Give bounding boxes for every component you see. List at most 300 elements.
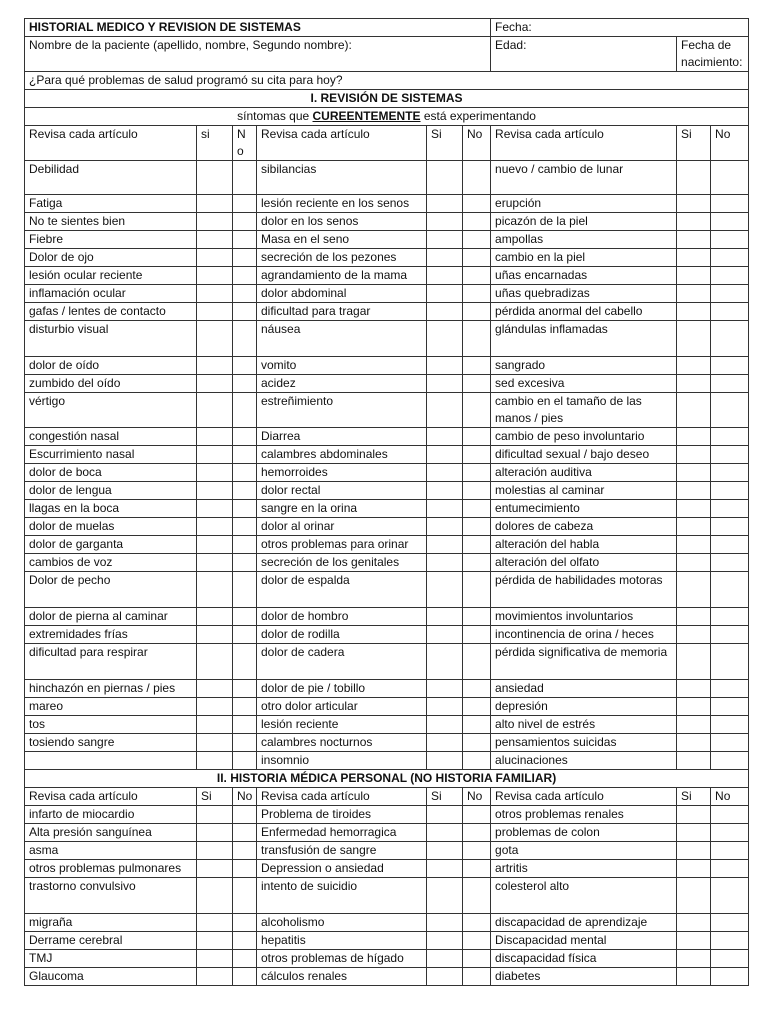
no-checkbox[interactable] <box>233 303 257 321</box>
table-row <box>25 357 749 375</box>
no-checkbox[interactable] <box>233 626 257 644</box>
si-checkbox[interactable] <box>677 536 711 554</box>
si-checkbox[interactable] <box>197 680 233 698</box>
symptom-label: sangre en la orina <box>257 500 427 518</box>
no-checkbox[interactable] <box>233 914 257 932</box>
si-checkbox[interactable] <box>427 195 463 213</box>
si-checkbox[interactable] <box>677 357 711 375</box>
no-checkbox[interactable] <box>463 968 491 986</box>
no-checkbox[interactable] <box>233 950 257 968</box>
no-checkbox[interactable] <box>711 932 749 950</box>
symptom-label: intento de suicidio <box>257 878 427 914</box>
si-checkbox[interactable] <box>677 482 711 500</box>
si-checkbox[interactable] <box>677 393 711 428</box>
si-checkbox[interactable] <box>427 375 463 393</box>
si-checkbox[interactable] <box>677 285 711 303</box>
no-checkbox[interactable] <box>463 698 491 716</box>
no-checkbox[interactable] <box>463 161 491 195</box>
no-checkbox[interactable] <box>463 752 491 770</box>
no-checkbox[interactable] <box>711 680 749 698</box>
si-checkbox[interactable] <box>427 698 463 716</box>
symptom-label: cambios de voz <box>25 554 197 572</box>
si-checkbox[interactable] <box>677 716 711 734</box>
si-checkbox[interactable] <box>197 608 233 626</box>
si-checkbox[interactable] <box>677 446 711 464</box>
no-checkbox[interactable] <box>463 554 491 572</box>
si-checkbox[interactable] <box>427 285 463 303</box>
symptom-label: alucinaciones <box>491 752 677 770</box>
no-checkbox[interactable] <box>233 680 257 698</box>
si-checkbox[interactable] <box>677 572 711 608</box>
si-checkbox[interactable] <box>677 734 711 752</box>
si-checkbox[interactable] <box>197 914 233 932</box>
si-checkbox[interactable] <box>427 716 463 734</box>
si-checkbox[interactable] <box>427 860 463 878</box>
no-checkbox[interactable] <box>711 321 749 357</box>
no-checkbox[interactable] <box>463 357 491 375</box>
si-checkbox[interactable] <box>197 698 233 716</box>
no-checkbox[interactable] <box>233 428 257 446</box>
table-row <box>25 932 749 950</box>
table-row <box>25 285 749 303</box>
table-row <box>25 267 749 285</box>
column-header-si: Si <box>197 788 233 806</box>
symptom-label: dolor de pierna al caminar <box>25 608 197 626</box>
no-checkbox[interactable] <box>711 554 749 572</box>
si-checkbox[interactable] <box>197 428 233 446</box>
no-checkbox[interactable] <box>233 698 257 716</box>
no-checkbox[interactable] <box>463 213 491 231</box>
no-checkbox[interactable] <box>711 303 749 321</box>
si-checkbox[interactable] <box>197 357 233 375</box>
section1-title: I. REVISIÓN DE SISTEMAS <box>25 90 749 108</box>
symptom-label: alteración del habla <box>491 536 677 554</box>
no-checkbox[interactable] <box>711 446 749 464</box>
si-checkbox[interactable] <box>197 860 233 878</box>
column-header-no: No <box>463 788 491 806</box>
si-checkbox[interactable] <box>197 950 233 968</box>
no-checkbox[interactable] <box>233 554 257 572</box>
no-checkbox[interactable] <box>711 644 749 680</box>
si-checkbox[interactable] <box>677 608 711 626</box>
visit-reason-field[interactable]: ¿Para qué problemas de salud programó su cita para hoy? <box>25 72 749 90</box>
si-checkbox[interactable] <box>677 860 711 878</box>
table-row <box>25 518 749 536</box>
no-checkbox[interactable] <box>711 213 749 231</box>
si-checkbox[interactable] <box>197 824 233 842</box>
no-checkbox[interactable] <box>233 357 257 375</box>
si-checkbox[interactable] <box>197 213 233 231</box>
symptom-label: cambio en la piel <box>491 249 677 267</box>
no-checkbox[interactable] <box>711 482 749 500</box>
si-checkbox[interactable] <box>677 752 711 770</box>
no-checkbox[interactable] <box>233 500 257 518</box>
no-checkbox[interactable] <box>463 842 491 860</box>
symptom-label: tos <box>25 716 197 734</box>
no-checkbox[interactable] <box>463 806 491 824</box>
si-checkbox[interactable] <box>677 824 711 842</box>
no-checkbox[interactable] <box>463 536 491 554</box>
si-checkbox[interactable] <box>197 303 233 321</box>
si-checkbox[interactable] <box>677 698 711 716</box>
si-checkbox[interactable] <box>197 249 233 267</box>
symptom-label: disturbio visual <box>25 321 197 357</box>
symptom-label: llagas en la boca <box>25 500 197 518</box>
symptom-label: calambres abdominales <box>257 446 427 464</box>
no-checkbox[interactable] <box>711 500 749 518</box>
si-checkbox[interactable] <box>677 464 711 482</box>
no-checkbox[interactable] <box>711 824 749 842</box>
si-checkbox[interactable] <box>427 536 463 554</box>
si-checkbox[interactable] <box>197 572 233 608</box>
fecha-field[interactable]: Fecha: <box>491 19 749 37</box>
si-checkbox[interactable] <box>677 680 711 698</box>
no-checkbox[interactable] <box>463 914 491 932</box>
si-checkbox[interactable] <box>677 842 711 860</box>
symptom-label: calambres nocturnos <box>257 734 427 752</box>
table-row <box>25 161 749 195</box>
column-header-item: Revisa cada artículo <box>257 126 427 161</box>
no-checkbox[interactable] <box>463 950 491 968</box>
si-checkbox[interactable] <box>677 195 711 213</box>
no-checkbox[interactable] <box>463 878 491 914</box>
symptom-label: dificultad para respirar <box>25 644 197 680</box>
symptom-label: agrandamiento de la mama <box>257 267 427 285</box>
si-checkbox[interactable] <box>677 267 711 285</box>
si-checkbox[interactable] <box>197 375 233 393</box>
si-checkbox[interactable] <box>197 446 233 464</box>
column-header-si: Si <box>427 788 463 806</box>
si-checkbox[interactable] <box>677 878 711 914</box>
symptom-label: molestias al caminar <box>491 482 677 500</box>
no-checkbox[interactable] <box>711 518 749 536</box>
no-checkbox[interactable] <box>711 860 749 878</box>
symptom-label: cálculos renales <box>257 968 427 986</box>
no-checkbox[interactable] <box>233 249 257 267</box>
si-checkbox[interactable] <box>197 464 233 482</box>
symptom-label: gota <box>491 842 677 860</box>
si-checkbox[interactable] <box>427 968 463 986</box>
si-checkbox[interactable] <box>427 806 463 824</box>
symptom-label: lesión reciente <box>257 716 427 734</box>
no-checkbox[interactable] <box>463 393 491 428</box>
symptom-label: cambio de peso involuntario <box>491 428 677 446</box>
no-checkbox[interactable] <box>463 303 491 321</box>
symptom-label: movimientos involuntarios <box>491 608 677 626</box>
symptom-label <box>25 752 197 770</box>
si-checkbox[interactable] <box>677 375 711 393</box>
si-checkbox[interactable] <box>427 644 463 680</box>
no-checkbox[interactable] <box>463 267 491 285</box>
si-checkbox[interactable] <box>427 303 463 321</box>
si-checkbox[interactable] <box>427 231 463 249</box>
no-checkbox[interactable] <box>233 267 257 285</box>
no-checkbox[interactable] <box>711 914 749 932</box>
no-checkbox[interactable] <box>711 267 749 285</box>
no-checkbox[interactable] <box>463 518 491 536</box>
symptom-label: pérdida significativa de memoria <box>491 644 677 680</box>
no-checkbox[interactable] <box>463 644 491 680</box>
si-checkbox[interactable] <box>677 806 711 824</box>
symptom-label: dolor de muelas <box>25 518 197 536</box>
no-checkbox[interactable] <box>463 626 491 644</box>
no-checkbox[interactable] <box>463 500 491 518</box>
no-checkbox[interactable] <box>711 249 749 267</box>
symptom-label: lesión ocular reciente <box>25 267 197 285</box>
column-header-no: No <box>463 126 491 161</box>
si-checkbox[interactable] <box>197 231 233 249</box>
no-checkbox[interactable] <box>233 878 257 914</box>
si-checkbox[interactable] <box>427 842 463 860</box>
si-checkbox[interactable] <box>197 842 233 860</box>
no-checkbox[interactable] <box>463 716 491 734</box>
si-checkbox[interactable] <box>197 482 233 500</box>
no-checkbox[interactable] <box>233 213 257 231</box>
si-checkbox[interactable] <box>427 357 463 375</box>
no-checkbox[interactable] <box>233 644 257 680</box>
si-checkbox[interactable] <box>197 734 233 752</box>
si-checkbox[interactable] <box>427 393 463 428</box>
si-checkbox[interactable] <box>427 267 463 285</box>
no-checkbox[interactable] <box>233 824 257 842</box>
no-checkbox[interactable] <box>711 375 749 393</box>
no-checkbox[interactable] <box>711 231 749 249</box>
si-checkbox[interactable] <box>427 932 463 950</box>
column-header-item: Revisa cada artículo <box>257 788 427 806</box>
no-checkbox[interactable] <box>463 932 491 950</box>
si-checkbox[interactable] <box>677 303 711 321</box>
column-header-item: Revisa cada artículo <box>491 126 677 161</box>
no-checkbox[interactable] <box>711 464 749 482</box>
no-checkbox[interactable] <box>463 375 491 393</box>
no-checkbox[interactable] <box>233 285 257 303</box>
si-checkbox[interactable] <box>677 554 711 572</box>
si-checkbox[interactable] <box>427 680 463 698</box>
no-checkbox[interactable] <box>463 608 491 626</box>
si-checkbox[interactable] <box>677 231 711 249</box>
si-checkbox[interactable] <box>197 716 233 734</box>
no-checkbox[interactable] <box>233 968 257 986</box>
table-row <box>25 249 749 267</box>
no-checkbox[interactable] <box>233 393 257 428</box>
si-checkbox[interactable] <box>677 500 711 518</box>
symptom-label: depresión <box>491 698 677 716</box>
symptom-label: Glaucoma <box>25 968 197 986</box>
symptom-label: Depression o ansiedad <box>257 860 427 878</box>
no-checkbox[interactable] <box>711 698 749 716</box>
si-checkbox[interactable] <box>677 914 711 932</box>
no-checkbox[interactable] <box>233 482 257 500</box>
no-checkbox[interactable] <box>233 932 257 950</box>
symptom-label: vomito <box>257 357 427 375</box>
si-checkbox[interactable] <box>677 932 711 950</box>
si-checkbox[interactable] <box>427 572 463 608</box>
no-checkbox[interactable] <box>711 285 749 303</box>
symptom-label: discapacidad física <box>491 950 677 968</box>
si-checkbox[interactable] <box>677 161 711 195</box>
table-row <box>25 752 749 770</box>
age-field[interactable]: Edad: <box>491 37 677 72</box>
section2-title: II. HISTORIA MÉDICA PERSONAL (NO HISTORIA FAMILIAR) <box>25 770 749 788</box>
no-checkbox[interactable] <box>711 806 749 824</box>
si-checkbox[interactable] <box>197 518 233 536</box>
si-checkbox[interactable] <box>427 824 463 842</box>
si-checkbox[interactable] <box>427 608 463 626</box>
si-checkbox[interactable] <box>427 321 463 357</box>
symptom-label: alteración del olfato <box>491 554 677 572</box>
patient-name-field[interactable]: Nombre de la paciente (apellido, nombre, Segundo nombre): <box>25 37 491 72</box>
no-checkbox[interactable] <box>463 195 491 213</box>
no-checkbox[interactable] <box>711 357 749 375</box>
table-row <box>25 806 749 824</box>
si-checkbox[interactable] <box>427 914 463 932</box>
symptom-label: picazón de la piel <box>491 213 677 231</box>
table-row <box>25 734 749 752</box>
si-checkbox[interactable] <box>197 806 233 824</box>
no-checkbox[interactable] <box>233 860 257 878</box>
no-checkbox[interactable] <box>233 806 257 824</box>
si-checkbox[interactable] <box>197 393 233 428</box>
no-checkbox[interactable] <box>463 464 491 482</box>
no-checkbox[interactable] <box>233 518 257 536</box>
symptom-label: infarto de miocardio <box>25 806 197 824</box>
si-checkbox[interactable] <box>427 878 463 914</box>
table-row <box>25 608 749 626</box>
no-checkbox[interactable] <box>233 446 257 464</box>
no-checkbox[interactable] <box>711 536 749 554</box>
si-checkbox[interactable] <box>427 518 463 536</box>
no-checkbox[interactable] <box>463 285 491 303</box>
no-checkbox[interactable] <box>711 195 749 213</box>
si-checkbox[interactable] <box>197 321 233 357</box>
no-checkbox[interactable] <box>711 878 749 914</box>
symptom-label: dolores de cabeza <box>491 518 677 536</box>
si-checkbox[interactable] <box>427 213 463 231</box>
symptom-label: congestión nasal <box>25 428 197 446</box>
symptom-label: dolor de boca <box>25 464 197 482</box>
si-checkbox[interactable] <box>677 428 711 446</box>
si-checkbox[interactable] <box>197 536 233 554</box>
column-header-si: Si <box>677 788 711 806</box>
si-checkbox[interactable] <box>677 644 711 680</box>
si-checkbox[interactable] <box>197 195 233 213</box>
no-checkbox[interactable] <box>463 680 491 698</box>
symptom-label: Diarrea <box>257 428 427 446</box>
no-checkbox[interactable] <box>463 249 491 267</box>
table-row <box>25 393 749 428</box>
no-checkbox[interactable] <box>233 321 257 357</box>
si-checkbox[interactable] <box>677 321 711 357</box>
no-checkbox[interactable] <box>233 734 257 752</box>
no-checkbox[interactable] <box>233 716 257 734</box>
si-checkbox[interactable] <box>197 285 233 303</box>
si-checkbox[interactable] <box>427 482 463 500</box>
birth-date-field[interactable]: Fecha de nacimiento: <box>677 37 749 72</box>
symptom-label: pérdida de habilidades motoras <box>491 572 677 608</box>
no-checkbox[interactable] <box>463 482 491 500</box>
si-checkbox[interactable] <box>197 267 233 285</box>
no-checkbox[interactable] <box>233 608 257 626</box>
no-checkbox[interactable] <box>711 572 749 608</box>
no-checkbox[interactable] <box>711 734 749 752</box>
si-checkbox[interactable] <box>427 428 463 446</box>
no-checkbox[interactable] <box>233 464 257 482</box>
no-checkbox[interactable] <box>463 824 491 842</box>
symptom-label: tosiendo sangre <box>25 734 197 752</box>
si-checkbox[interactable] <box>427 752 463 770</box>
si-checkbox[interactable] <box>677 950 711 968</box>
si-checkbox[interactable] <box>427 734 463 752</box>
si-checkbox[interactable] <box>197 500 233 518</box>
si-checkbox[interactable] <box>427 464 463 482</box>
si-checkbox[interactable] <box>197 968 233 986</box>
symptom-label: extremidades frías <box>25 626 197 644</box>
no-checkbox[interactable] <box>711 842 749 860</box>
si-checkbox[interactable] <box>427 554 463 572</box>
symptom-label: hemorroides <box>257 464 427 482</box>
symptom-label: Dolor de pecho <box>25 572 197 608</box>
no-checkbox[interactable] <box>711 968 749 986</box>
si-checkbox[interactable] <box>427 500 463 518</box>
si-checkbox[interactable] <box>427 950 463 968</box>
si-checkbox[interactable] <box>197 878 233 914</box>
si-checkbox[interactable] <box>197 644 233 680</box>
no-checkbox[interactable] <box>463 428 491 446</box>
symptom-label: dolor de oído <box>25 357 197 375</box>
no-checkbox[interactable] <box>233 161 257 195</box>
no-checkbox[interactable] <box>463 321 491 357</box>
no-checkbox[interactable] <box>711 716 749 734</box>
no-checkbox[interactable] <box>233 752 257 770</box>
si-checkbox[interactable] <box>197 626 233 644</box>
si-checkbox[interactable] <box>677 213 711 231</box>
no-checkbox[interactable] <box>463 734 491 752</box>
no-checkbox[interactable] <box>233 231 257 249</box>
no-checkbox[interactable] <box>711 626 749 644</box>
si-checkbox[interactable] <box>677 518 711 536</box>
column-header-si: Si <box>427 126 463 161</box>
no-checkbox[interactable] <box>463 572 491 608</box>
column-header-no: No <box>711 126 749 161</box>
si-checkbox[interactable] <box>677 968 711 986</box>
no-checkbox[interactable] <box>711 608 749 626</box>
si-checkbox[interactable] <box>197 932 233 950</box>
no-checkbox[interactable] <box>711 752 749 770</box>
si-checkbox[interactable] <box>427 446 463 464</box>
no-checkbox[interactable] <box>711 393 749 428</box>
no-checkbox[interactable] <box>233 536 257 554</box>
no-checkbox[interactable] <box>233 842 257 860</box>
no-checkbox[interactable] <box>233 375 257 393</box>
si-checkbox[interactable] <box>197 554 233 572</box>
no-checkbox[interactable] <box>233 195 257 213</box>
si-checkbox[interactable] <box>427 626 463 644</box>
no-checkbox[interactable] <box>233 572 257 608</box>
no-checkbox[interactable] <box>463 446 491 464</box>
no-checkbox[interactable] <box>463 860 491 878</box>
si-checkbox[interactable] <box>197 752 233 770</box>
si-checkbox[interactable] <box>427 161 463 195</box>
no-checkbox[interactable] <box>711 950 749 968</box>
no-checkbox[interactable] <box>463 231 491 249</box>
no-checkbox[interactable] <box>711 161 749 195</box>
si-checkbox[interactable] <box>427 249 463 267</box>
si-checkbox[interactable] <box>677 249 711 267</box>
column-header-item: Revisa cada artículo <box>491 788 677 806</box>
si-checkbox[interactable] <box>197 161 233 195</box>
si-checkbox[interactable] <box>677 626 711 644</box>
no-checkbox[interactable] <box>711 428 749 446</box>
